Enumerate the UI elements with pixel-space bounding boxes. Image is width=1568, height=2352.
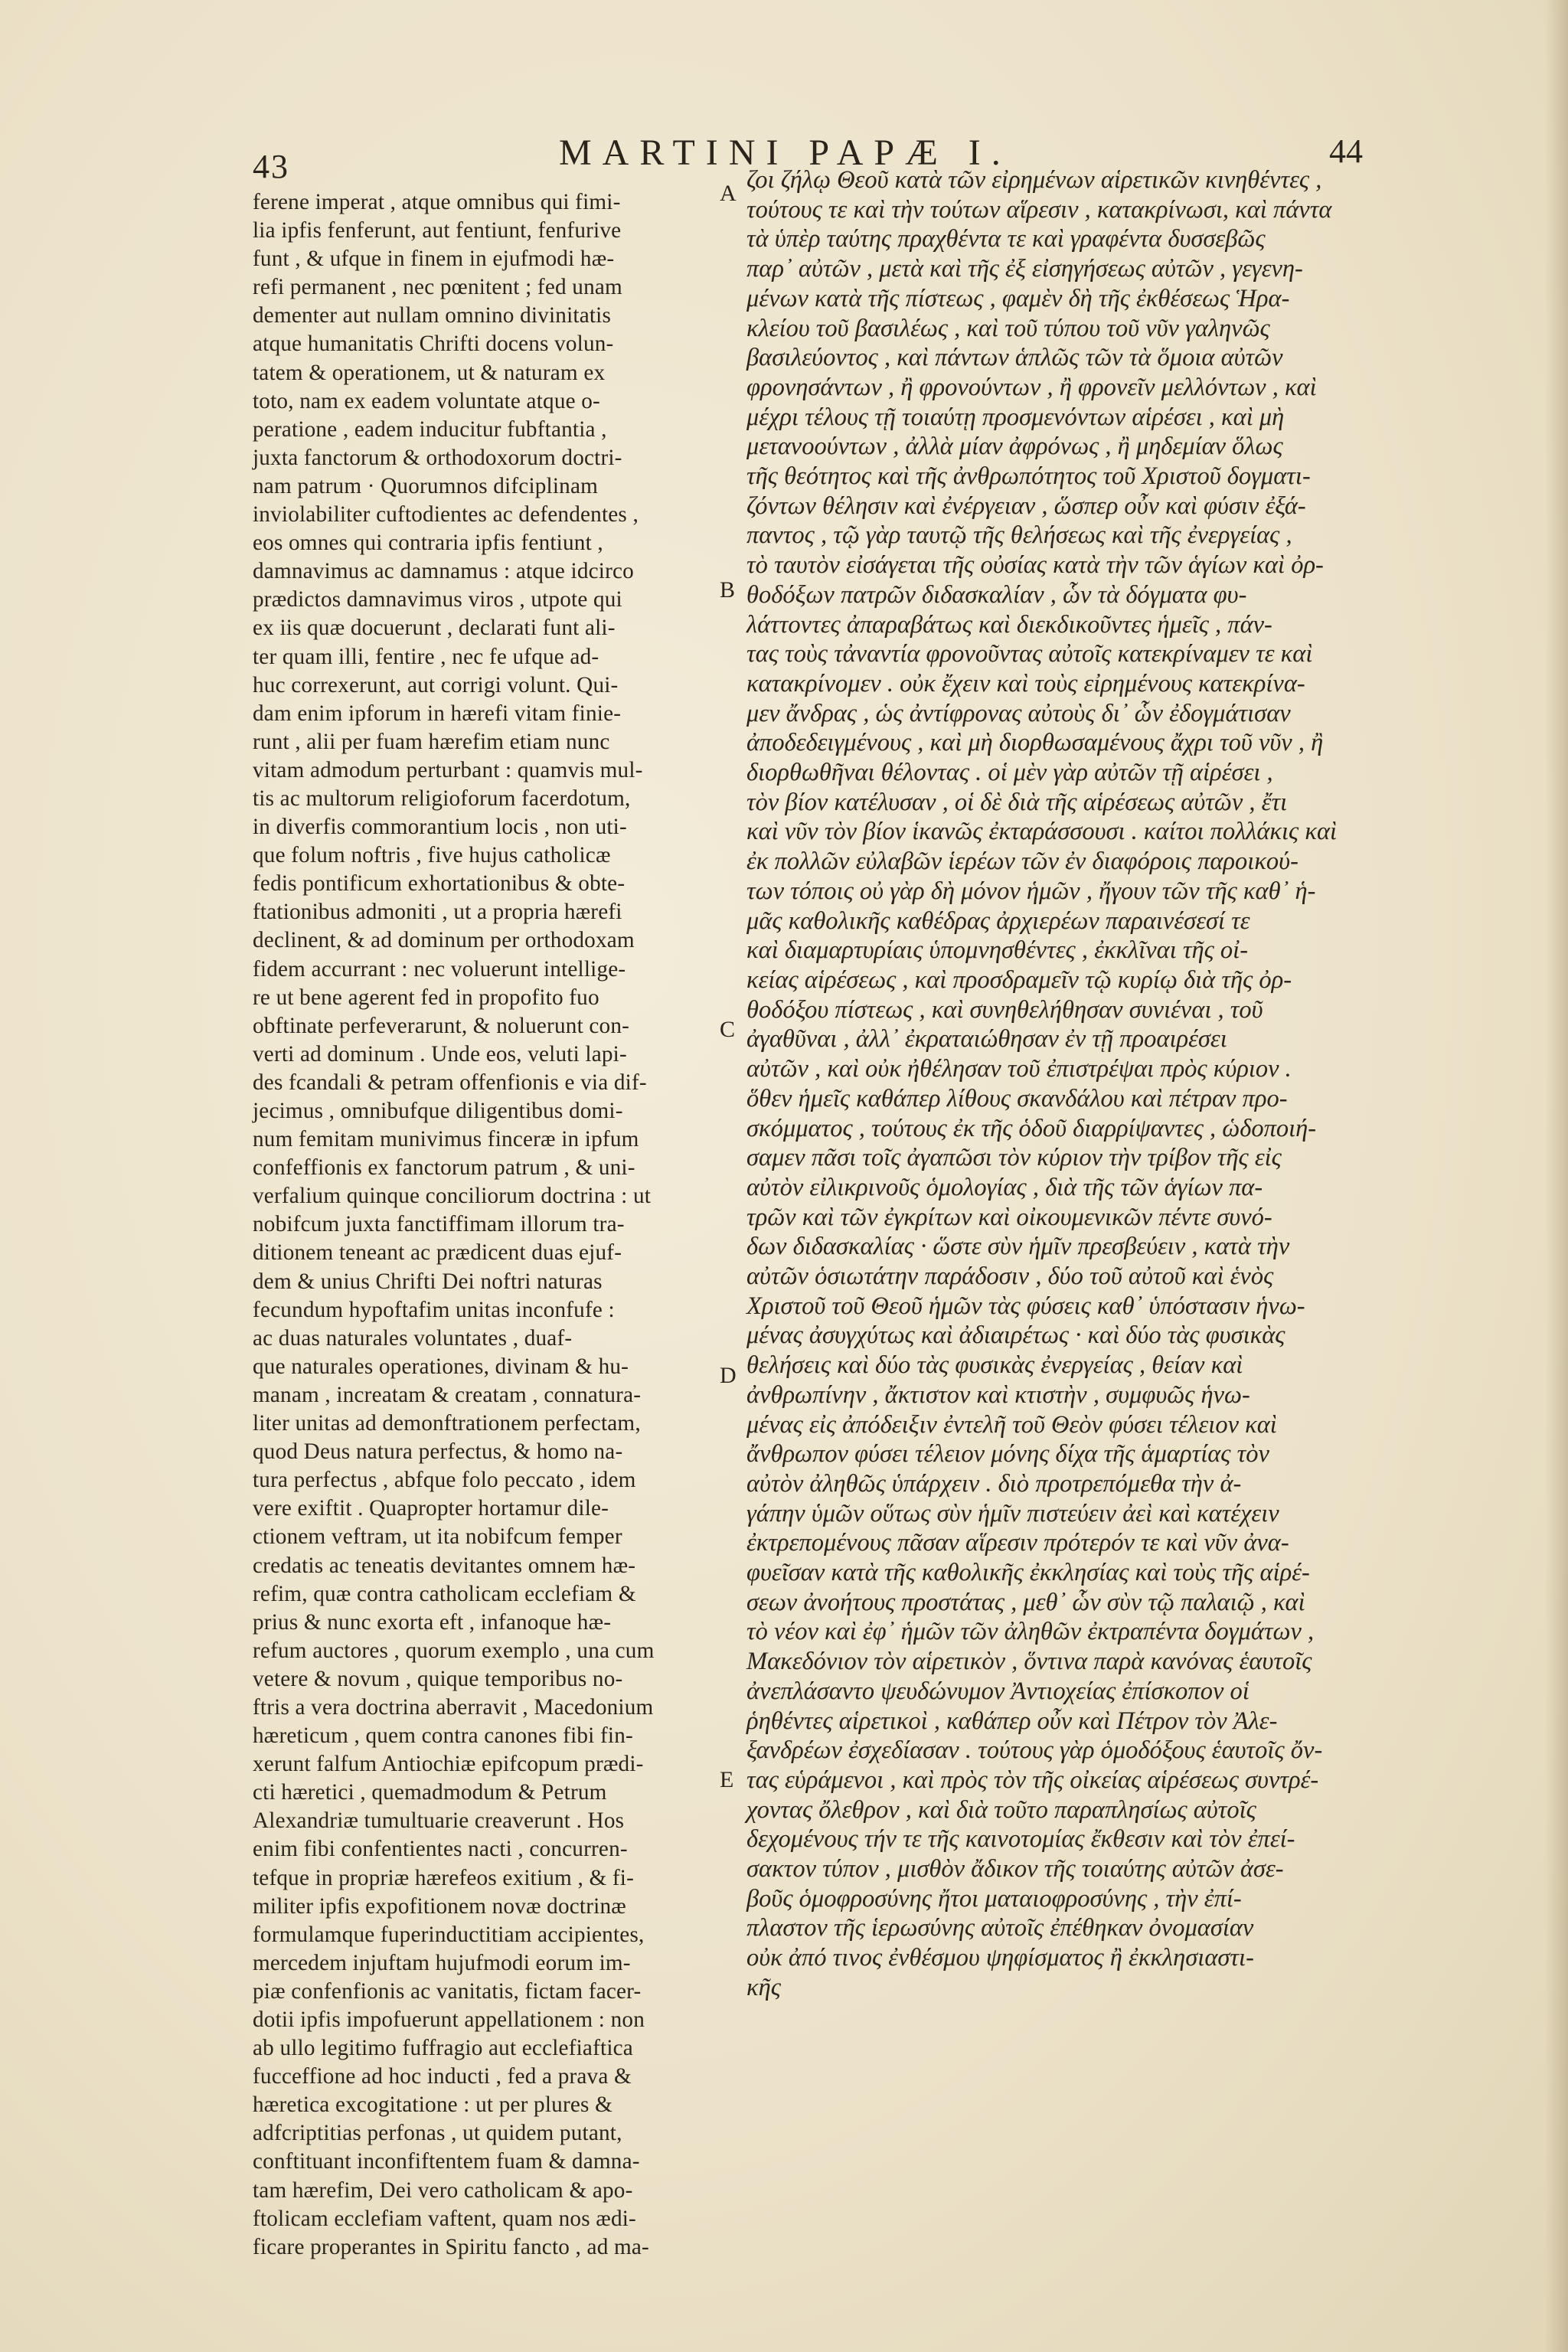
latin-text-line: refi permanent , nec pœnitent ; fed unam bbox=[253, 275, 622, 300]
latin-text-line: peratione , eadem inducitur fubftantia , bbox=[253, 416, 607, 442]
latin-text-line: huc correxerunt, aut corrigi volunt. Qui- bbox=[253, 672, 619, 697]
greek-text-line: ἀποδεδειγμένους , καὶ μὴ διορθωσαμένους ἄχρι τοῦ νῦν , ἢ bbox=[746, 729, 1324, 757]
greek-text-line: λάττοντες ἀπαραβάτως καὶ διεκδικοῦντες ἡμεῖς , πάν- bbox=[746, 610, 1272, 639]
greek-text-line: τας τοὺς τἀναντία φρονοῦντας αὐτοῖς κατεκρίναμεν τε καὶ bbox=[746, 640, 1313, 668]
margin-letter-a: A bbox=[720, 181, 737, 206]
latin-text-line: fedis pontificum exhortationibus & obte- bbox=[253, 871, 626, 897]
latin-text-line: quod Deus natura perfectus, & homo na- bbox=[253, 1439, 623, 1465]
greek-text-line: τὸ ταυτὸν εἰσάγεται τῆς οὐσίας κατὰ τὴν τῶν ἁγίων καὶ ὀρ- bbox=[746, 551, 1324, 580]
greek-text-line: ζοι ζήλῳ Θεοῦ κατὰ τῶν εἰρημένων αἱρετικῶν κινηθέντες , bbox=[746, 166, 1322, 194]
greek-text-line: ἀγαθῦναι , ἀλλ᾽ ἐκραταιώθησαν ἐν τῇ προαιρέσει bbox=[746, 1025, 1227, 1054]
greek-text-line: κείας αἱρέσεως , καὶ προσδραμεῖν τῷ κυρίῳ διὰ τῆς ὀρ- bbox=[746, 965, 1292, 994]
greek-text-line: τας εὑράμενοι , καὶ πρὸς τὸν τῆς οἰκείας αἱρέσεως συντρέ- bbox=[746, 1766, 1319, 1794]
latin-text-line: refum auctores , quorum exemplo , una cum bbox=[253, 1638, 655, 1663]
greek-text-line: σακτον τύπον , μισθὸν ἄδικον τῆς τοιαύτης αὐτῶν ἀσε- bbox=[746, 1855, 1284, 1883]
greek-text-line: δων διδασκαλίας · ὥστε σὺν ἡμῖν πρεσβεύειν , κατὰ τὴν bbox=[746, 1233, 1290, 1261]
latin-text-line: ficare properantes in Spiritu fancto , ad ma- bbox=[253, 2234, 649, 2259]
greek-text-line: αὐτῶν , καὶ οὐκ ἠθέλησαν τοῦ ἐπιστρέψαι πρὸς κύριον . bbox=[746, 1055, 1292, 1083]
latin-text-line: eos omnes qui contraria ipfis fentiunt , bbox=[253, 531, 603, 556]
greek-text-line: αὐτὸν ἀληθῶς ὑπάρχειν . διὸ προτρεπόμεθα τὴν ἀ- bbox=[746, 1469, 1242, 1498]
greek-text-line: Μακεδόνιον τὸν αἱρετικὸν , ὅντινα παρὰ κανόνας ἑαυτοῖς bbox=[746, 1648, 1312, 1676]
greek-text-line: Χριστοῦ τοῦ Θεοῦ ἡμῶν τὰς φύσεις καθ᾽ ὑπόστασιν ἡνω- bbox=[746, 1292, 1305, 1320]
margin-letter-e: E bbox=[720, 1767, 734, 1792]
latin-text-line: liter unitas ad demonftrationem perfectam, bbox=[253, 1411, 641, 1436]
left-page-number: 43 bbox=[253, 148, 289, 185]
greek-text-line: βασιλεύοντος , καὶ πάντων ἁπλῶς τῶν τὰ ὅμοια αὐτῶν bbox=[746, 344, 1283, 372]
margin-letter-b: B bbox=[720, 577, 736, 603]
page-edge-shadow bbox=[1545, 0, 1568, 2352]
greek-text-line: μέχρι τέλους τῇ τοιαύτῃ προσμενόντων αἱρέσει , καὶ μὴ bbox=[746, 403, 1285, 431]
latin-text-line: piæ confenfionis ac vanitatis, fictam facer- bbox=[253, 1978, 642, 2004]
greek-text-line: μένας εἰς ἀπόδειξιν ἐντελῆ τοῦ Θεὸν φύσει τέλειον καὶ bbox=[746, 1410, 1277, 1439]
latin-text-line: formulamque fuperinductitiam accipientes, bbox=[253, 1922, 645, 1947]
greek-text-line: ἄνθρωπον φύσει τέλειον μόνης δίχα τῆς ἁμαρτίας τὸν bbox=[746, 1440, 1269, 1468]
latin-text-column bbox=[253, 188, 712, 2262]
latin-text-line: xerunt falfum Antiochiæ epifcopum prædi- bbox=[253, 1752, 644, 1777]
greek-text-line: μεν ἄνδρας , ὡς ἀντίφρονας αὐτοὺς δι᾽ ὧν ἐδογμάτισαν bbox=[746, 699, 1291, 727]
running-title: MARTINI PAPÆ I. bbox=[559, 132, 1011, 173]
latin-text-line: runt , alii per fuam hærefim etiam nunc bbox=[253, 729, 610, 754]
latin-text-line: manam , increatam & creatam , connatura- bbox=[253, 1382, 642, 1407]
greek-text-line: παντος , τῷ γὰρ ταυτῷ τῆς θελήσεως καὶ τῆς ἐνεργείας , bbox=[746, 521, 1292, 550]
greek-text-line: καὶ νῦν τὸν βίον ἱκανῶς ἐκταράσσουσι . καίτοι πολλάκις καὶ bbox=[746, 818, 1338, 846]
latin-text-line: cti hæretici , quemadmodum & Petrum bbox=[253, 1780, 607, 1805]
greek-text-line: ἐκ πολλῶν εὐλαβῶν ἱερέων τῶν ἐν διαφόροις παροικού- bbox=[746, 848, 1298, 876]
latin-text-line: inviolabiliter cuftodientes ac defendentes , bbox=[253, 502, 639, 528]
greek-text-line: βοῦς ὁμοφροσύνης ἤτοι ματαιοφροσύνης , τὴν ἐπί- bbox=[746, 1884, 1242, 1913]
greek-text-line: δεχομένους τήν τε τῆς καινοτομίας ἔκθεσιν καὶ τὸν ἐπεί- bbox=[746, 1825, 1295, 1854]
right-page-number: 44 bbox=[1329, 132, 1363, 170]
latin-text-line: ftolicam ecclefiam vaftent, quam nos ædi- bbox=[253, 2206, 636, 2231]
latin-text-line: ferene imperat , atque omnibus qui fimi- bbox=[253, 190, 621, 214]
latin-text-line: tis ac multorum religioforum facerdotum, bbox=[253, 786, 631, 811]
margin-letter-c: C bbox=[720, 1017, 736, 1042]
greek-text-line: κατακρίνομεν . οὐκ ἔχειν καὶ τοὺς εἰρημένους κατεκρίνα- bbox=[746, 669, 1305, 697]
latin-text-line: ab ullo legitimo fuffragio aut ecclefiaftica bbox=[253, 2036, 633, 2061]
latin-text-line: adfcriptitias perfonas , ut quidem putant, bbox=[253, 2121, 622, 2146]
latin-text-line: ftris a vera doctrina aberravit , Macedonium bbox=[253, 1694, 654, 1720]
latin-text-line: militer ipfis expofitionem novæ doctrinæ bbox=[253, 1893, 626, 1919]
greek-text-line: θελήσεις καὶ δύο τὰς φυσικὰς ἐνεργείας , θείαν καὶ bbox=[746, 1351, 1243, 1380]
greek-text-line: ἀνεπλάσαντο ψευδώνυμον Ἀντιοχείας ἐπίσκοπον οἱ bbox=[746, 1677, 1250, 1705]
greek-text-line: θοδόξου πίστεως , καὶ συνηθελήθησαν συνιέναι , τοῦ bbox=[746, 995, 1263, 1024]
greek-text-line: τρῶν καὶ τῶν ἐγκρίτων καὶ οἰκουμενικῶν πέντε συνό- bbox=[746, 1203, 1272, 1231]
greek-text-line: σκόμματος , τούτους ἐκ τῆς ὁδοῦ διαρρίψαντες , ὡδοποιή- bbox=[746, 1114, 1317, 1142]
latin-text-line: confeffionis ex fanctorum patrum , & uni- bbox=[253, 1155, 635, 1181]
latin-text-line: vetere & novum , quique temporibus no- bbox=[253, 1666, 623, 1691]
latin-text-line: nam patrum · Quorumnos difciplinam bbox=[253, 473, 599, 498]
greek-text-line: κῆς bbox=[746, 1973, 781, 2001]
latin-text-line: atque humanitatis Chrifti docens volun- bbox=[253, 332, 614, 357]
latin-text-line: Alexandriæ tumultuarie creaverunt . Hos bbox=[253, 1808, 625, 1834]
latin-text-line: obftinate perfeverarunt, & noluerunt con- bbox=[253, 1013, 630, 1038]
latin-text-line: dotii ipfis impofuerunt appellationem : non bbox=[253, 2007, 645, 2032]
greek-text-line: σαμεν πᾶσι τοῖς ἀγαπῶσι τὸν κύριον τὴν τρίβον τῆς εἰς bbox=[746, 1144, 1282, 1172]
latin-text-line: tatem & operationem, ut & naturam ex bbox=[253, 360, 606, 385]
latin-text-line: fucceffione ad hoc inducti , fed a prava & bbox=[253, 2064, 632, 2089]
greek-text-line: ζόντων θέλησιν καὶ ἐνέργειαν , ὥσπερ οὖν καὶ φύσιν ἐξά- bbox=[746, 492, 1306, 520]
latin-text-line: in diverfis commorantium locis , non uti- bbox=[253, 815, 627, 840]
greek-text-line: οὐκ ἀπό τινος ἐνθέσμου ψηφίσματος ἢ ἐκκλησιαστι- bbox=[746, 1944, 1254, 1972]
greek-text-line: μένας ἀσυγχύτως καὶ ἀδιαιρέτως · καὶ δύο τὰς φυσικὰς bbox=[746, 1321, 1285, 1350]
greek-text-line: ὅθεν ἡμεῖς καθάπερ λίθους σκανδάλου καὶ πέτραν προ- bbox=[746, 1084, 1288, 1112]
latin-text-line: refim, quæ contra catholicam ecclefiam & bbox=[253, 1581, 636, 1606]
latin-text-line: des fcandali & petram offenfionis e via dif- bbox=[253, 1070, 647, 1095]
greek-text-line: των τόποις οὐ γὰρ δὴ μόνον ἡμῶν , ἤγουν τῶν τῆς καθ᾽ ἡ- bbox=[746, 877, 1316, 905]
greek-text-line: μένων κατὰ τῆς πίστεως , φαμὲν δὴ τῆς ἐκθέσεως Ἡρα- bbox=[746, 284, 1290, 312]
latin-text-line: juxta fanctorum & orthodoxorum doctri- bbox=[253, 445, 622, 470]
latin-text-line: ter quam illi, fentire , nec fe ufque ad- bbox=[253, 644, 599, 669]
latin-text-line: enim fibi confentientes nacti , concurren- bbox=[253, 1837, 628, 1862]
greek-text-line: αὐτὸν εἰλικρινοῦς ὁμολογίας , διὰ τῆς τῶν ἁγίων πα- bbox=[746, 1173, 1263, 1201]
latin-text-line: re ut bene agerent fed in propofito fuo bbox=[253, 985, 599, 1010]
greek-text-line: καὶ διαμαρτυρίαις ὑπομνησθέντες , ἐκκλῖναι τῆς οἰ- bbox=[746, 936, 1249, 965]
greek-text-line: παρ᾽ αὐτῶν , μετὰ καὶ τῆς ἐξ εἰσηγήσεως αὐτῶν , γεγενη- bbox=[746, 255, 1303, 283]
latin-text-line: nobifcum juxta fanctiffimam illorum tra- bbox=[253, 1212, 625, 1237]
latin-text-line: ctionem veftram, ut ita nobifcum femper bbox=[253, 1524, 622, 1550]
latin-text-line: dementer aut nullam omnino divinitatis bbox=[253, 303, 612, 328]
latin-text-line: ditionem teneant ac prædicent duas ejuf- bbox=[253, 1240, 622, 1266]
latin-text-line: ac duas naturales voluntates , duaf- bbox=[253, 1325, 573, 1351]
latin-text-line: ftationibus admoniti , ut a propria hærefi bbox=[253, 900, 622, 925]
latin-text-line: conftituant inconfiftentem fuam & damna- bbox=[253, 2149, 640, 2174]
latin-text-line: num femitam munivimus finceræ in ipfum bbox=[253, 1127, 639, 1152]
margin-letter-d: D bbox=[720, 1363, 737, 1388]
latin-text-line: vitam admodum perturbant : quamvis mul- bbox=[253, 757, 643, 782]
latin-text-line: damnavimus ac damnamus : atque idcirco bbox=[253, 559, 634, 584]
latin-text-line: verfalium quinque conciliorum doctrina : ut bbox=[253, 1184, 652, 1209]
greek-text-line: ἐκτρεπομένους πᾶσαν αἵρεσιν πρότερόν τε καὶ νῦν ἀνα- bbox=[746, 1529, 1289, 1557]
latin-text-line: fidem accurrant : nec voluerunt intellige- bbox=[253, 956, 626, 982]
latin-text-line: prius & nunc exorta eft , infanoque hæ- bbox=[253, 1609, 612, 1635]
latin-text-line: declinent, & ad dominum per orthodoxam bbox=[253, 928, 635, 953]
greek-text-line: πλαστον τῆς ἱερωσύνης αὐτοῖς ἐπέθηκαν ὀνομασίαν bbox=[746, 1914, 1254, 1942]
greek-text-line: τῆς θεότητος καὶ τῆς ἀνθρωπότητος τοῦ Χριστοῦ δογματι- bbox=[746, 462, 1311, 491]
greek-text-line: ῥηθέντες αἱρετικοὶ , καθάπερ οὖν καὶ Πέτρον τὸν Ἀλε- bbox=[746, 1707, 1278, 1735]
greek-text-line: γάπην ὑμῶν οὕτως σὺν ἡμῖν πιστεύειν ἀεὶ καὶ κατέχειν bbox=[746, 1499, 1279, 1527]
latin-text-line: tefque in propriæ hærefeos exitium , & fi- bbox=[253, 1865, 634, 1890]
latin-text-line: toto, nam ex eadem voluntate atque o- bbox=[253, 388, 600, 413]
latin-text-line: verti ad dominum . Unde eos, veluti lapi- bbox=[253, 1041, 627, 1067]
greek-text-line: διορθωθῆναι θέλοντας . οἱ μὲν γὰρ αὐτῶν τῇ αἱρέσει , bbox=[746, 759, 1273, 787]
latin-text-line: prædictos damnavimus viros , utpote qui bbox=[253, 587, 622, 612]
greek-text-line: ξανδρέων ἐσχεδίασαν . τούτους γὰρ ὁμοδόξους ἑαυτοῖς ὄν- bbox=[746, 1736, 1323, 1765]
latin-text-line: que folum noftris , five hujus catholicæ bbox=[253, 843, 611, 868]
greek-text-line: θοδόξων πατρῶν διδασκαλίαν , ὧν τὰ δόγματα φυ- bbox=[746, 580, 1247, 609]
latin-text-line: hæreticum , quem contra canones fibi fin- bbox=[253, 1723, 633, 1749]
latin-text-line: dem & unius Chrifti Dei noftri naturas bbox=[253, 1269, 603, 1294]
greek-text-line: φυεῖσαν κατὰ τῆς καθολικῆς ἐκκλησίας καὶ τοὺς τῆς αἱρέ- bbox=[746, 1559, 1310, 1587]
latin-text-line: hæretica excogitatione : ut per plures & bbox=[253, 2092, 612, 2118]
latin-text-line: tura perfectus , abfque folo peccato , idem bbox=[253, 1468, 636, 1493]
greek-text-line: σεων ἀνοήτους προστάτας , μεθ᾽ ὧν σὺν τῷ παλαιῷ , καὶ bbox=[746, 1588, 1305, 1616]
greek-text-line: αὐτῶν ὁσιωτάτην παράδοσιν , δύο τοῦ αὐτοῦ καὶ ἑνὸς bbox=[746, 1263, 1274, 1291]
latin-text-line: credatis ac teneatis devitantes omnem hæ- bbox=[253, 1553, 636, 1578]
latin-text-line: tam hærefim, Dei vero catholicam & apo- bbox=[253, 2177, 633, 2203]
greek-text-column bbox=[746, 165, 1351, 2003]
latin-text-line: jecimus , omnibufque diligentibus domi- bbox=[253, 1099, 623, 1123]
greek-text-line: κλείου τοῦ βασιλέως , καὶ τοῦ τύπου τοῦ νῦν γαληνῶς bbox=[746, 314, 1270, 342]
latin-text-line: que naturales operationes, divinam & hu- bbox=[253, 1354, 629, 1379]
latin-text-line: fecundum hypoftafim unitas inconfufe : bbox=[253, 1297, 615, 1322]
greek-text-line: μετανοούντων , ἀλλὰ μίαν ἀφρόνως , ἢ μηδεμίαν ὅλως bbox=[746, 433, 1283, 461]
latin-text-line: funt , & ufque in finem in ejufmodi hæ- bbox=[253, 247, 615, 272]
greek-text-line: φρονησάντων , ἢ φρονούντων , ἢ φρονεῖν μελλόντων , καὶ bbox=[746, 373, 1317, 401]
greek-text-line: τὸν βίον κατέλυσαν , οἱ δὲ διὰ τῆς αἱρέσεως αὐτῶν , ἔτι bbox=[746, 788, 1288, 816]
latin-text-line: vere exiftit . Quapropter hortamur dile- bbox=[253, 1496, 609, 1521]
greek-text-line: τὰ ὑπὲρ ταύτης πραχθέντα τε καὶ γραφέντα δυσσεβῶς bbox=[746, 225, 1266, 253]
greek-text-line: τὸ νέον καὶ ἐφ᾽ ἡμῶν τῶν ἀληθῶν ἐκτραπέντα δογμάτων , bbox=[746, 1618, 1315, 1646]
greek-text-line: ἀνθρωπίνην , ἄκτιστον καὶ κτιστὴν , συμφυῶς ἡνω- bbox=[746, 1380, 1250, 1409]
greek-text-line: χοντας ὄλεθρον , καὶ διὰ τοῦτο παραπλησίως αὐτοῖς bbox=[746, 1795, 1256, 1824]
latin-text-line: ex iis quæ docuerunt , declarati funt ali- bbox=[253, 616, 616, 641]
greek-text-line: τούτους τε καὶ τὴν τούτων αἵρεσιν , κατακρίνωσι, καὶ πάντα bbox=[746, 195, 1332, 224]
latin-text-line: dam enim ipforum in hærefi vitam finie- bbox=[253, 701, 622, 726]
latin-text-line: mercedem injuftam hujufmodi eorum im- bbox=[253, 1950, 631, 1975]
greek-text-line: μᾶς καθολικῆς καθέδρας ἀρχιερέων παραινέσεσί τε bbox=[746, 906, 1250, 935]
latin-text-line: lia ipfis fenferunt, aut fentiunt, fenfurive bbox=[253, 218, 622, 243]
